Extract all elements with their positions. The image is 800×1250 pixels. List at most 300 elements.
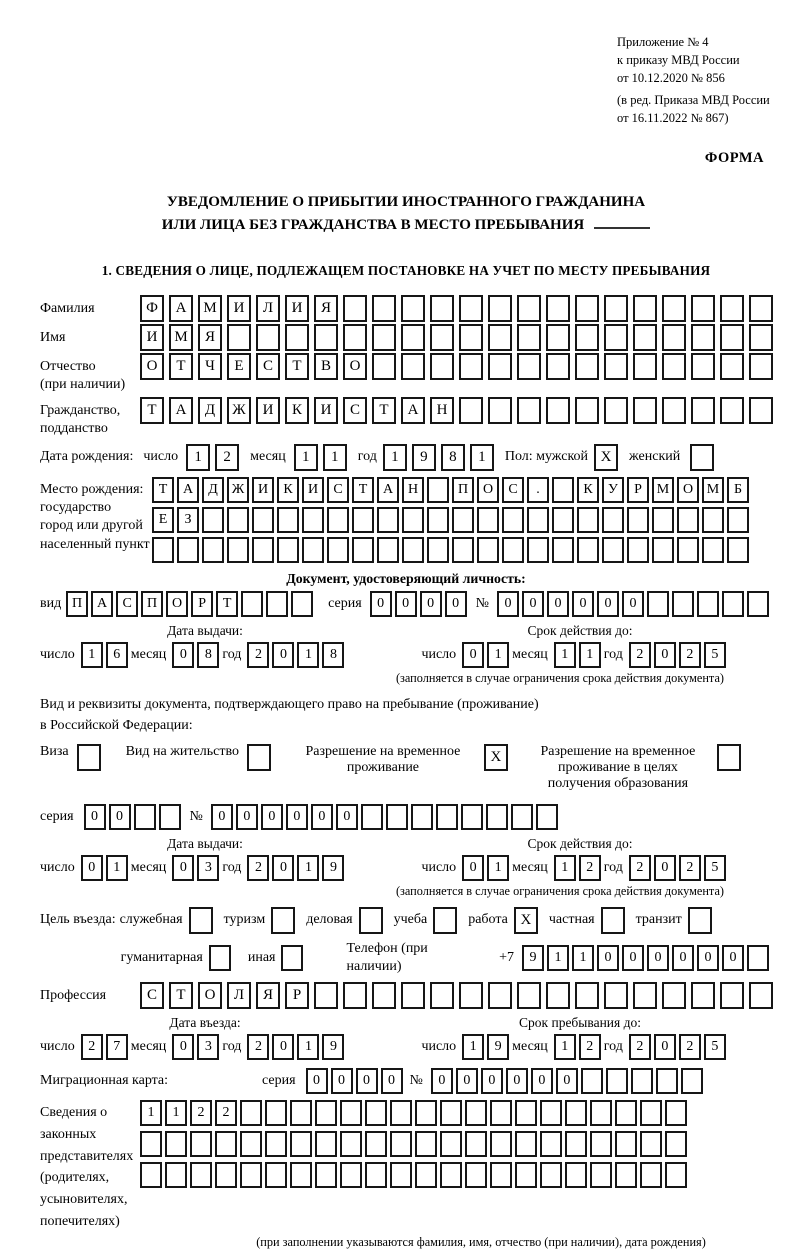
char-box[interactable] — [546, 397, 570, 424]
char-box[interactable]: А — [91, 591, 113, 617]
char-box[interactable] — [652, 537, 674, 563]
char-box[interactable]: 0 — [672, 945, 694, 971]
char-box[interactable] — [604, 397, 628, 424]
char-box[interactable]: 0 — [522, 591, 544, 617]
char-box[interactable] — [633, 982, 657, 1009]
char-box[interactable] — [159, 804, 181, 830]
char-box[interactable] — [672, 591, 694, 617]
char-box[interactable] — [314, 324, 338, 351]
char-box[interactable] — [390, 1162, 412, 1188]
char-box[interactable] — [575, 397, 599, 424]
char-box[interactable] — [215, 1131, 237, 1157]
stay-year-input[interactable] — [629, 1034, 729, 1060]
char-box[interactable] — [290, 1100, 312, 1126]
char-box[interactable]: 5 — [704, 642, 726, 668]
char-box[interactable] — [189, 907, 213, 934]
char-box[interactable] — [372, 295, 396, 322]
purpose-business-checkbox[interactable] — [359, 907, 388, 934]
char-box[interactable] — [640, 1162, 662, 1188]
char-box[interactable] — [552, 537, 574, 563]
char-box[interactable]: 2 — [81, 1034, 103, 1060]
birthplace-row1-input[interactable] — [152, 477, 752, 503]
char-box[interactable] — [527, 537, 549, 563]
char-box[interactable]: 3 — [197, 1034, 219, 1060]
char-box[interactable] — [440, 1100, 462, 1126]
char-box[interactable]: Т — [169, 982, 193, 1009]
char-box[interactable] — [277, 537, 299, 563]
char-box[interactable]: 0 — [311, 804, 333, 830]
char-box[interactable] — [290, 1162, 312, 1188]
patronymic-input[interactable] — [140, 353, 778, 380]
char-box[interactable] — [459, 324, 483, 351]
char-box[interactable] — [601, 907, 625, 934]
char-box[interactable] — [615, 1162, 637, 1188]
char-box[interactable]: 0 — [236, 804, 258, 830]
char-box[interactable] — [240, 1131, 262, 1157]
char-box[interactable]: 6 — [106, 642, 128, 668]
purpose-transit-checkbox[interactable] — [688, 907, 717, 934]
char-box[interactable] — [656, 1068, 678, 1094]
birthplace-row2-input[interactable] — [152, 507, 752, 533]
char-box[interactable] — [502, 537, 524, 563]
char-box[interactable] — [517, 982, 541, 1009]
char-box[interactable] — [390, 1100, 412, 1126]
purpose-tourism-checkbox[interactable] — [271, 907, 300, 934]
char-box[interactable]: 8 — [441, 444, 465, 471]
surname-input[interactable] — [140, 295, 778, 322]
char-box[interactable] — [540, 1162, 562, 1188]
char-box[interactable]: Р — [627, 477, 649, 503]
representatives-row2-input[interactable] — [140, 1131, 690, 1157]
char-box[interactable] — [749, 324, 773, 351]
char-box[interactable] — [749, 982, 773, 1009]
char-box[interactable] — [633, 353, 657, 380]
char-box[interactable] — [415, 1162, 437, 1188]
char-box[interactable] — [227, 537, 249, 563]
char-box[interactable]: О — [477, 477, 499, 503]
char-box[interactable] — [227, 324, 251, 351]
char-box[interactable] — [465, 1100, 487, 1126]
char-box[interactable]: 1 — [487, 642, 509, 668]
char-box[interactable]: 0 — [572, 591, 594, 617]
char-box[interactable]: 0 — [622, 591, 644, 617]
char-box[interactable]: О — [343, 353, 367, 380]
char-box[interactable] — [749, 353, 773, 380]
char-box[interactable] — [511, 804, 533, 830]
char-box[interactable]: К — [577, 477, 599, 503]
char-box[interactable]: 0 — [597, 945, 619, 971]
char-box[interactable] — [343, 295, 367, 322]
char-box[interactable] — [402, 507, 424, 533]
char-box[interactable] — [749, 397, 773, 424]
char-box[interactable] — [240, 1100, 262, 1126]
char-box[interactable]: 9 — [322, 855, 344, 881]
char-box[interactable] — [633, 295, 657, 322]
entry-month-input[interactable] — [172, 1034, 222, 1060]
char-box[interactable] — [372, 982, 396, 1009]
char-box[interactable]: 0 — [654, 642, 676, 668]
doc-series-input[interactable] — [370, 591, 470, 617]
char-box[interactable] — [436, 804, 458, 830]
char-box[interactable]: 2 — [247, 1034, 269, 1060]
residence-issue-day-input[interactable] — [81, 855, 131, 881]
char-box[interactable] — [340, 1162, 362, 1188]
char-box[interactable]: Т — [216, 591, 238, 617]
char-box[interactable]: О — [140, 353, 164, 380]
char-box[interactable] — [459, 295, 483, 322]
doc-number-input[interactable] — [497, 591, 772, 617]
char-box[interactable] — [241, 591, 263, 617]
char-box[interactable] — [720, 295, 744, 322]
char-box[interactable] — [647, 591, 669, 617]
char-box[interactable]: М — [198, 295, 222, 322]
char-box[interactable]: 0 — [556, 1068, 578, 1094]
char-box[interactable] — [640, 1100, 662, 1126]
char-box[interactable] — [440, 1131, 462, 1157]
char-box[interactable] — [627, 537, 649, 563]
char-box[interactable]: 0 — [531, 1068, 553, 1094]
char-box[interactable]: 1 — [554, 855, 576, 881]
migration-number-input[interactable] — [431, 1068, 706, 1094]
char-box[interactable]: К — [285, 397, 309, 424]
char-box[interactable] — [266, 591, 288, 617]
char-box[interactable] — [240, 1162, 262, 1188]
char-box[interactable]: 7 — [106, 1034, 128, 1060]
char-box[interactable]: 2 — [629, 855, 651, 881]
char-box[interactable] — [452, 507, 474, 533]
char-box[interactable] — [134, 804, 156, 830]
char-box[interactable] — [681, 1068, 703, 1094]
char-box[interactable]: 1 — [81, 642, 103, 668]
birth-month-input[interactable] — [294, 444, 352, 471]
char-box[interactable]: 2 — [629, 1034, 651, 1060]
char-box[interactable]: 0 — [336, 804, 358, 830]
char-box[interactable] — [477, 537, 499, 563]
char-box[interactable] — [77, 744, 101, 771]
char-box[interactable] — [515, 1100, 537, 1126]
char-box[interactable] — [372, 324, 396, 351]
char-box[interactable]: 1 — [554, 1034, 576, 1060]
char-box[interactable] — [281, 945, 303, 971]
char-box[interactable] — [502, 507, 524, 533]
char-box[interactable] — [490, 1162, 512, 1188]
char-box[interactable]: Ч — [198, 353, 222, 380]
char-box[interactable] — [427, 477, 449, 503]
char-box[interactable] — [415, 1131, 437, 1157]
doc-kind-input[interactable] — [66, 591, 316, 617]
purpose-study-checkbox[interactable] — [433, 907, 462, 934]
char-box[interactable] — [315, 1100, 337, 1126]
char-box[interactable] — [343, 982, 367, 1009]
char-box[interactable] — [440, 1162, 462, 1188]
char-box[interactable] — [565, 1100, 587, 1126]
purpose-humanitarian-checkbox[interactable] — [209, 945, 234, 971]
char-box[interactable] — [390, 1131, 412, 1157]
char-box[interactable]: 1 — [165, 1100, 187, 1126]
char-box[interactable] — [140, 1162, 162, 1188]
char-box[interactable]: С — [502, 477, 524, 503]
char-box[interactable]: 0 — [597, 591, 619, 617]
char-box[interactable]: 0 — [722, 945, 744, 971]
char-box[interactable] — [486, 804, 508, 830]
char-box[interactable] — [546, 982, 570, 1009]
char-box[interactable] — [315, 1162, 337, 1188]
char-box[interactable] — [402, 537, 424, 563]
char-box[interactable]: 9 — [322, 1034, 344, 1060]
doc-valid-month-input[interactable] — [554, 642, 604, 668]
char-box[interactable]: 0 — [172, 855, 194, 881]
char-box[interactable]: С — [256, 353, 280, 380]
char-box[interactable] — [665, 1131, 687, 1157]
char-box[interactable] — [327, 537, 349, 563]
char-box[interactable] — [427, 507, 449, 533]
char-box[interactable] — [717, 744, 741, 771]
char-box[interactable] — [577, 507, 599, 533]
char-box[interactable] — [691, 982, 715, 1009]
char-box[interactable]: 2 — [679, 1034, 701, 1060]
char-box[interactable] — [590, 1162, 612, 1188]
char-box[interactable]: Р — [285, 982, 309, 1009]
char-box[interactable] — [697, 591, 719, 617]
char-box[interactable] — [640, 1131, 662, 1157]
char-box[interactable]: 9 — [522, 945, 544, 971]
char-box[interactable]: 2 — [679, 642, 701, 668]
char-box[interactable]: Р — [191, 591, 213, 617]
char-box[interactable] — [247, 744, 271, 771]
char-box[interactable] — [665, 1162, 687, 1188]
char-box[interactable] — [517, 353, 541, 380]
char-box[interactable] — [265, 1100, 287, 1126]
char-box[interactable] — [575, 982, 599, 1009]
char-box[interactable] — [540, 1100, 562, 1126]
char-box[interactable] — [285, 324, 309, 351]
char-box[interactable] — [290, 1131, 312, 1157]
char-box[interactable] — [690, 444, 714, 471]
purpose-work-checkbox[interactable] — [514, 907, 543, 934]
visa-checkbox[interactable] — [77, 744, 106, 771]
char-box[interactable] — [575, 324, 599, 351]
char-box[interactable]: . — [527, 477, 549, 503]
char-box[interactable] — [291, 591, 313, 617]
char-box[interactable] — [359, 907, 383, 934]
char-box[interactable]: Б — [727, 477, 749, 503]
char-box[interactable] — [271, 907, 295, 934]
char-box[interactable] — [265, 1131, 287, 1157]
purpose-private-checkbox[interactable] — [601, 907, 630, 934]
char-box[interactable] — [546, 353, 570, 380]
char-box[interactable]: 2 — [247, 642, 269, 668]
char-box[interactable] — [565, 1162, 587, 1188]
char-box[interactable]: И — [140, 324, 164, 351]
char-box[interactable] — [401, 353, 425, 380]
residence-number-input[interactable] — [211, 804, 561, 830]
char-box[interactable]: 2 — [679, 855, 701, 881]
char-box[interactable] — [490, 1100, 512, 1126]
char-box[interactable]: 5 — [704, 855, 726, 881]
char-box[interactable] — [677, 507, 699, 533]
char-box[interactable]: 0 — [381, 1068, 403, 1094]
char-box[interactable]: Т — [372, 397, 396, 424]
char-box[interactable]: 1 — [572, 945, 594, 971]
char-box[interactable]: 2 — [247, 855, 269, 881]
char-box[interactable]: О — [198, 982, 222, 1009]
migration-series-input[interactable] — [306, 1068, 406, 1094]
residence-series-input[interactable] — [84, 804, 184, 830]
doc-valid-day-input[interactable] — [462, 642, 512, 668]
char-box[interactable]: X — [484, 744, 508, 771]
char-box[interactable]: 0 — [497, 591, 519, 617]
char-box[interactable]: М — [702, 477, 724, 503]
char-box[interactable]: 0 — [81, 855, 103, 881]
char-box[interactable] — [430, 353, 454, 380]
char-box[interactable] — [152, 537, 174, 563]
char-box[interactable] — [749, 295, 773, 322]
char-box[interactable]: X — [594, 444, 618, 471]
char-box[interactable] — [265, 1162, 287, 1188]
char-box[interactable] — [343, 324, 367, 351]
char-box[interactable] — [517, 324, 541, 351]
char-box[interactable]: 0 — [370, 591, 392, 617]
char-box[interactable]: 1 — [186, 444, 210, 471]
char-box[interactable] — [227, 507, 249, 533]
char-box[interactable] — [202, 537, 224, 563]
char-box[interactable]: 8 — [197, 642, 219, 668]
char-box[interactable]: 0 — [647, 945, 669, 971]
char-box[interactable]: 1 — [297, 1034, 319, 1060]
char-box[interactable]: 0 — [420, 591, 442, 617]
citizenship-input[interactable] — [140, 397, 778, 424]
char-box[interactable] — [515, 1162, 537, 1188]
residence-valid-day-input[interactable] — [462, 855, 512, 881]
char-box[interactable] — [377, 507, 399, 533]
char-box[interactable]: 1 — [294, 444, 318, 471]
char-box[interactable] — [427, 537, 449, 563]
char-box[interactable]: А — [169, 397, 193, 424]
birth-year-input[interactable] — [383, 444, 499, 471]
char-box[interactable] — [747, 591, 769, 617]
char-box[interactable] — [527, 507, 549, 533]
char-box[interactable] — [340, 1100, 362, 1126]
char-box[interactable] — [365, 1131, 387, 1157]
phone-input[interactable] — [522, 945, 772, 971]
char-box[interactable] — [488, 397, 512, 424]
char-box[interactable] — [691, 295, 715, 322]
sex-female-checkbox[interactable] — [690, 444, 719, 471]
char-box[interactable]: 0 — [272, 855, 294, 881]
char-box[interactable] — [662, 324, 686, 351]
char-box[interactable]: Е — [152, 507, 174, 533]
char-box[interactable]: З — [177, 507, 199, 533]
char-box[interactable]: 0 — [356, 1068, 378, 1094]
char-box[interactable]: 0 — [172, 642, 194, 668]
char-box[interactable]: С — [140, 982, 164, 1009]
char-box[interactable]: Я — [198, 324, 222, 351]
char-box[interactable] — [604, 982, 628, 1009]
char-box[interactable]: 0 — [654, 1034, 676, 1060]
char-box[interactable] — [515, 1131, 537, 1157]
char-box[interactable]: Е — [227, 353, 251, 380]
char-box[interactable] — [415, 1100, 437, 1126]
char-box[interactable] — [340, 1131, 362, 1157]
char-box[interactable] — [252, 537, 274, 563]
char-box[interactable]: 2 — [629, 642, 651, 668]
char-box[interactable] — [190, 1131, 212, 1157]
char-box[interactable] — [377, 537, 399, 563]
stay-day-input[interactable] — [462, 1034, 512, 1060]
char-box[interactable] — [277, 507, 299, 533]
char-box[interactable]: 1 — [323, 444, 347, 471]
char-box[interactable] — [459, 982, 483, 1009]
char-box[interactable]: А — [377, 477, 399, 503]
char-box[interactable]: А — [401, 397, 425, 424]
birth-day-input[interactable] — [186, 444, 244, 471]
char-box[interactable] — [688, 907, 712, 934]
char-box[interactable] — [401, 295, 425, 322]
char-box[interactable]: 0 — [172, 1034, 194, 1060]
char-box[interactable] — [517, 397, 541, 424]
char-box[interactable]: 8 — [322, 642, 344, 668]
char-box[interactable] — [590, 1100, 612, 1126]
entry-year-input[interactable] — [247, 1034, 347, 1060]
char-box[interactable] — [327, 507, 349, 533]
char-box[interactable]: Л — [256, 295, 280, 322]
char-box[interactable] — [488, 982, 512, 1009]
char-box[interactable]: М — [169, 324, 193, 351]
representatives-row1-input[interactable] — [140, 1100, 690, 1126]
char-box[interactable]: 1 — [140, 1100, 162, 1126]
char-box[interactable]: С — [343, 397, 367, 424]
char-box[interactable] — [165, 1162, 187, 1188]
char-box[interactable] — [488, 295, 512, 322]
residence-valid-year-input[interactable] — [629, 855, 729, 881]
char-box[interactable]: 0 — [462, 642, 484, 668]
char-box[interactable]: Ж — [227, 477, 249, 503]
char-box[interactable] — [430, 982, 454, 1009]
char-box[interactable] — [633, 324, 657, 351]
char-box[interactable]: К — [277, 477, 299, 503]
char-box[interactable]: В — [314, 353, 338, 380]
char-box[interactable]: 1 — [547, 945, 569, 971]
char-box[interactable] — [691, 324, 715, 351]
char-box[interactable] — [662, 295, 686, 322]
char-box[interactable] — [452, 537, 474, 563]
char-box[interactable] — [365, 1162, 387, 1188]
char-box[interactable] — [662, 982, 686, 1009]
char-box[interactable]: 1 — [462, 1034, 484, 1060]
char-box[interactable]: 0 — [431, 1068, 453, 1094]
char-box[interactable] — [401, 324, 425, 351]
char-box[interactable]: Т — [140, 397, 164, 424]
char-box[interactable]: П — [452, 477, 474, 503]
char-box[interactable]: Т — [285, 353, 309, 380]
char-box[interactable] — [546, 324, 570, 351]
char-box[interactable]: 0 — [395, 591, 417, 617]
char-box[interactable]: Н — [430, 397, 454, 424]
residence-permit-checkbox[interactable] — [247, 744, 276, 771]
char-box[interactable] — [215, 1162, 237, 1188]
char-box[interactable] — [565, 1131, 587, 1157]
char-box[interactable] — [575, 353, 599, 380]
stay-month-input[interactable] — [554, 1034, 604, 1060]
char-box[interactable]: 2 — [190, 1100, 212, 1126]
char-box[interactable] — [727, 507, 749, 533]
char-box[interactable] — [575, 295, 599, 322]
char-box[interactable]: 1 — [554, 642, 576, 668]
temp-residence-checkbox[interactable] — [484, 744, 513, 771]
char-box[interactable]: И — [256, 397, 280, 424]
char-box[interactable]: 0 — [306, 1068, 328, 1094]
char-box[interactable]: И — [302, 477, 324, 503]
